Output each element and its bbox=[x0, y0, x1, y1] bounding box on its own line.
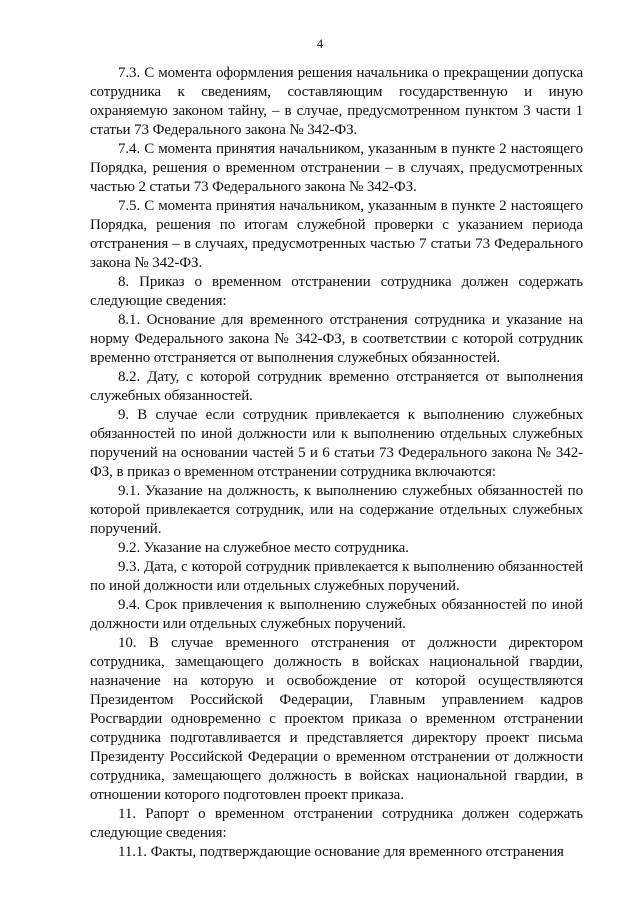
paragraph-7-4: 7.4. С момента принятия начальником, указанным в пункте 2 настоящего Порядка, решения о временном отстранении – в случаях, предусмотренных частью 2 статьи 73 Федерального закона № 342-ФЗ. bbox=[90, 141, 583, 195]
paragraph-8-2: 8.2. Дату, с которой сотрудник временно отстраняется от выполнения служебных обязанностей. bbox=[90, 369, 583, 404]
paragraph-9: 9. В случае если сотрудник привлекается к выполнению служебных обязанностей по иной должности или к выполнению отдельных служебных поручений на основании частей 5 и 6 статьи 73 Федерального закона № 342-ФЗ, в приказ о временном отстранении сотрудника включаются: bbox=[90, 407, 583, 480]
document-body bbox=[90, 64, 583, 862]
paragraph-8: 8. Приказ о временном отстранении сотрудника должен содержать следующие сведения: bbox=[90, 274, 583, 309]
paragraph-9-4: 9.4. Срок привлечения к выполнению служебных обязанностей по иной должности или отдельных служебных поручений. bbox=[90, 597, 583, 632]
paragraph-8-1: 8.1. Основание для временного отстранения сотрудника и указание на норму Федерального закона № 342-ФЗ, в соответствии с которой сотрудник временно отстраняется от выполнения служебных обязанностей. bbox=[90, 312, 583, 366]
page-number: 4 bbox=[316, 37, 324, 51]
paragraph-11: 11. Рапорт о временном отстранении сотрудника должен содержать следующие сведения: bbox=[90, 806, 583, 841]
paragraph-9-2: 9.2. Указание на служебное место сотрудника. bbox=[118, 540, 409, 556]
paragraph-9-3: 9.3. Дата, с которой сотрудник привлекается к выполнению обязанностей по иной должности или отдельных служебных поручений. bbox=[90, 559, 583, 594]
paragraph-10: 10. В случае временного отстранения от должности директором сотрудника, замещающего должность в войсках национальной гвардии, назначение на которую и освобождение от которой осуществляются Президентом Российской Федерации, Главным управлением кадров Росгвардии одновременно с проектом приказа о временном отстранении сотрудника подготавливается и представляется директору проект письма Президенту Российской Федерации о временном отстранении от должности сотрудника, замещающего должность в войсках национальной гвардии, в отношении которого подготовлен проект приказа. bbox=[90, 635, 583, 803]
paragraph-11-1: 11.1. Факты, подтверждающие основание для временного отстранения bbox=[118, 844, 564, 860]
paragraph-7-5: 7.5. С момента принятия начальником, указанным в пункте 2 настоящего Порядка, решения по итогам служебной проверки с указанием периода отстранения – в случаях, предусмотренных частью 7 статьи 73 Федерального закона № 342-ФЗ. bbox=[90, 198, 583, 271]
paragraph-7-3: 7.3. С момента оформления решения начальника о прекращении допуска сотрудника к сведениям, составляющим государственную и иную охраняемую законом тайну, – в случае, предусмотренном пунктом 3 части 1 статьи 73 Федерального закона № 342-ФЗ. bbox=[90, 65, 583, 138]
paragraph-9-1: 9.1. Указание на должность, к выполнению служебных обязанностей по которой привлекается сотрудник, или на содержание отдельных служебных поручений. bbox=[90, 483, 583, 537]
